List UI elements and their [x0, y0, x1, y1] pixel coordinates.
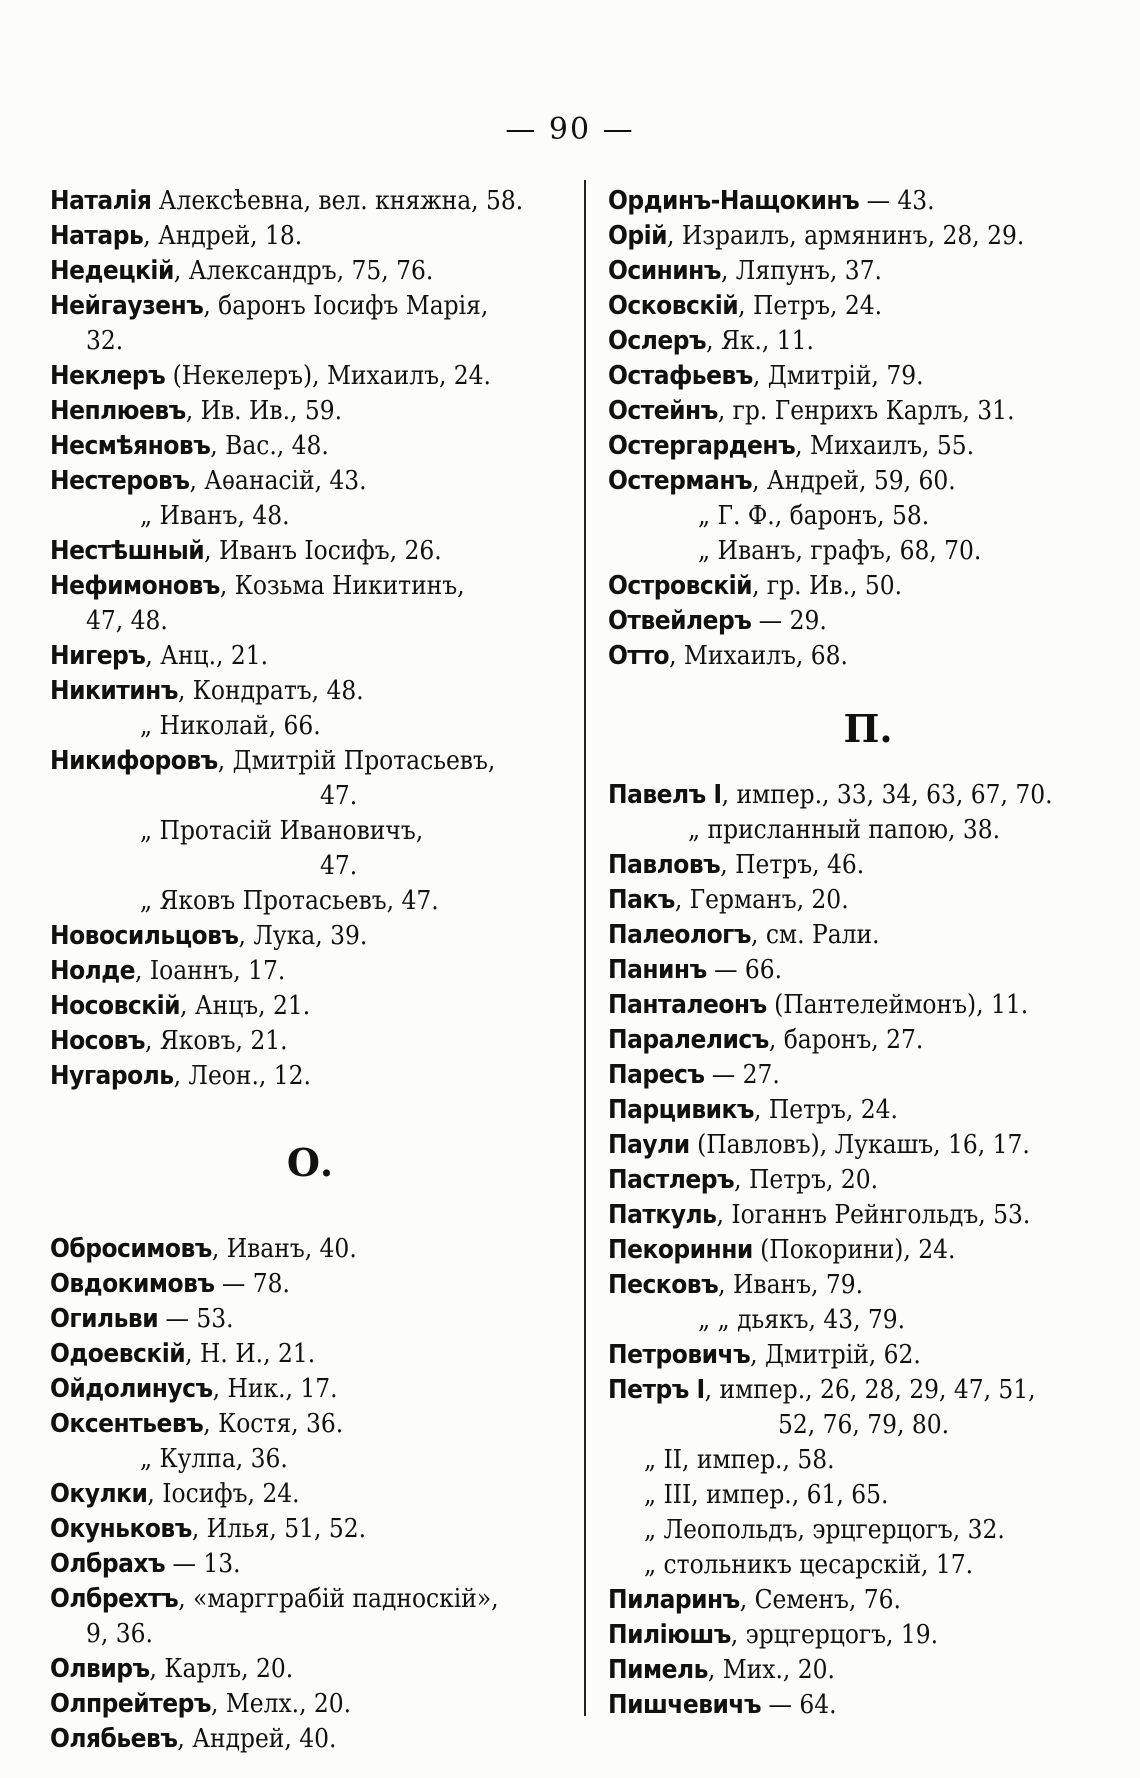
- entry-headword: Пишчевичъ: [608, 1690, 762, 1720]
- entry-detail: , Лука, 39.: [238, 921, 368, 951]
- index-entry: [50, 1407, 570, 1442]
- entry-detail: , баронъ Іосифъ Марія,: [203, 291, 489, 321]
- entry-detail: „ Николай, 66.: [140, 711, 321, 741]
- index-entry: [50, 1652, 570, 1687]
- entry-detail: — 27.: [704, 1060, 780, 1090]
- index-entry: [608, 604, 1128, 639]
- entry-detail: , Козьма Никитинъ,: [219, 571, 465, 601]
- index-entry: [608, 1023, 1128, 1058]
- index-entry: [608, 394, 1128, 429]
- index-entry: [50, 499, 570, 534]
- index-entry: [50, 534, 570, 569]
- entry-detail: , Дмитрій Протасьевъ,: [217, 746, 496, 776]
- entry-detail: , Як., 11.: [706, 326, 814, 356]
- index-entry: [50, 1232, 570, 1267]
- entry-detail: , Яковъ, 21.: [144, 1026, 288, 1056]
- entry-headword: Ослеръ: [608, 326, 707, 356]
- index-entry: [608, 534, 1128, 569]
- column-divider: [584, 180, 586, 1716]
- index-entry: [608, 1548, 1128, 1583]
- entry-detail: 9, 36.: [86, 1619, 153, 1649]
- entry-headword: Неклеръ: [50, 361, 166, 391]
- entry-detail: , Карлъ, 20.: [149, 1654, 294, 1684]
- entry-detail: , Дмитрій, 79.: [752, 361, 924, 391]
- entry-detail: , Иванъ, 79.: [718, 1270, 864, 1300]
- index-entry: [50, 919, 570, 954]
- index-entry: [50, 1547, 570, 1582]
- entry-headword: Паткуль: [608, 1200, 717, 1230]
- entry-headword: Паули: [608, 1130, 690, 1160]
- entry-headword: Несмѣяновъ: [50, 431, 211, 461]
- entry-detail: , баронъ, 27.: [768, 1025, 924, 1055]
- entry-detail: „ стольникъ цесарскій, 17.: [644, 1550, 974, 1580]
- entry-headword: Нигеръ: [50, 641, 146, 671]
- index-entry: [50, 709, 570, 744]
- index-entry: [608, 883, 1128, 918]
- index-entry: [50, 604, 570, 639]
- index-entry: [608, 1268, 1128, 1303]
- entry-headword: Осковскій: [608, 291, 739, 321]
- index-entry: [608, 499, 1128, 534]
- index-entry: [608, 1198, 1128, 1233]
- entry-detail: — 43.: [859, 186, 935, 216]
- page-number: — 90 —: [505, 112, 635, 147]
- index-entry: [50, 954, 570, 989]
- index-entry: [50, 989, 570, 1024]
- entry-headword: Нестеровъ: [50, 466, 190, 496]
- index-entry: [608, 1408, 1128, 1443]
- entry-detail: , гр. Ив., 50.: [752, 571, 903, 601]
- index-entry: [608, 1373, 1128, 1408]
- entry-detail: „ „ дьякъ, 43, 79.: [698, 1305, 906, 1335]
- index-entry: [608, 988, 1128, 1023]
- index-entry: [608, 254, 1128, 289]
- entry-headword: Нугароль: [50, 1061, 174, 1091]
- entry-headword: Ординъ-Нащокинъ: [608, 186, 860, 216]
- index-entry: [50, 254, 570, 289]
- entry-detail: , Петръ, 24.: [738, 291, 883, 321]
- index-entry: [608, 813, 1128, 848]
- index-entry: [50, 849, 570, 884]
- entry-detail: — 29.: [751, 606, 827, 636]
- index-entry: [50, 1617, 570, 1652]
- entry-headword: Ойдолинусъ: [50, 1374, 213, 1404]
- entry-detail: , Іоганнъ Рейнгольдъ, 53.: [716, 1200, 1031, 1230]
- entry-detail: , Вас., 48.: [210, 431, 329, 461]
- entry-detail: „ Кулпа, 36.: [140, 1444, 288, 1474]
- entry-detail: „ Иванъ, графъ, 68, 70.: [698, 536, 982, 566]
- index-entry: [50, 779, 570, 814]
- entry-headword: Одоевскій: [50, 1339, 186, 1369]
- index-entry: [50, 639, 570, 674]
- entry-headword: Петръ I: [608, 1375, 705, 1405]
- entry-headword: Отто: [608, 641, 670, 671]
- entry-detail: (Некелеръ), Михаилъ, 24.: [165, 361, 491, 391]
- entry-headword: Панинъ: [608, 955, 707, 985]
- entry-headword: Петровичъ: [608, 1340, 751, 1370]
- index-entry: [608, 778, 1128, 813]
- entry-headword: Никифоровъ: [50, 746, 218, 776]
- entry-detail: , Кондратъ, 48.: [177, 676, 364, 706]
- entry-headword: Нолде: [50, 956, 136, 986]
- entry-headword: Нейгаузенъ: [50, 291, 204, 321]
- entry-detail: , Александръ, 75, 76.: [173, 256, 434, 286]
- entry-headword: Пекоринни: [608, 1235, 753, 1265]
- index-entry: [608, 953, 1128, 988]
- entry-detail: , Анц., 21.: [145, 641, 269, 671]
- section-letter: О.: [286, 1140, 334, 1185]
- entry-detail: , Михаилъ, 55.: [795, 431, 975, 461]
- entry-detail: , Иванъ, 40.: [211, 1234, 357, 1264]
- entry-headword: Наталія: [50, 186, 152, 216]
- index-entry: [608, 1058, 1128, 1093]
- entry-headword: Песковъ: [608, 1270, 719, 1300]
- entry-detail: „ Протасій Ивановичъ,: [140, 816, 424, 846]
- index-entry: [608, 1128, 1128, 1163]
- entry-headword: Никитинъ: [50, 676, 178, 706]
- index-entry: [50, 289, 570, 324]
- index-entry: [50, 1442, 570, 1477]
- entry-detail: 47.: [320, 781, 358, 811]
- section-letter: П.: [843, 706, 893, 751]
- entry-detail: , Семенъ, 76.: [739, 1585, 901, 1615]
- index-column-left: [50, 184, 570, 1757]
- entry-detail: (Покорини), 24.: [752, 1235, 956, 1265]
- entry-detail: , «маргграбій падноскій»,: [178, 1584, 499, 1614]
- index-entry: [608, 219, 1128, 254]
- entry-detail: , эрцгерцогъ, 19.: [730, 1620, 939, 1650]
- entry-detail: , Германъ, 20.: [674, 885, 849, 915]
- index-entry: [608, 184, 1128, 219]
- entry-detail: „ II, импер., 58.: [644, 1445, 835, 1475]
- entry-headword: Натарь: [50, 221, 144, 251]
- index-entry: [608, 1478, 1128, 1513]
- entry-headword: Орій: [608, 221, 668, 251]
- entry-detail: 47, 48.: [86, 606, 168, 636]
- index-entry: [608, 1233, 1128, 1268]
- entry-headword: Осининъ: [608, 256, 721, 286]
- entry-detail: , Ляпунъ, 37.: [720, 256, 882, 286]
- index-entry: [50, 814, 570, 849]
- entry-headword: Пиларинъ: [608, 1585, 740, 1615]
- entry-headword: Панталеонъ: [608, 990, 767, 1020]
- entry-detail: , Андрей, 18.: [143, 221, 303, 251]
- index-entry: [608, 289, 1128, 324]
- index-entry: [50, 1302, 570, 1337]
- entry-headword: Остерманъ: [608, 466, 753, 496]
- entry-headword: Носовскій: [50, 991, 181, 1021]
- index-entry: [50, 1267, 570, 1302]
- entry-headword: Оксентьевъ: [50, 1409, 204, 1439]
- entry-headword: Паралелисъ: [608, 1025, 769, 1055]
- entry-detail: „ III, импер., 61, 65.: [644, 1480, 889, 1510]
- entry-headword: Новосильцовъ: [50, 921, 239, 951]
- entry-headword: Олбрахъ: [50, 1549, 166, 1579]
- entry-headword: Парцивикъ: [608, 1095, 754, 1125]
- index-entry: [608, 1583, 1128, 1618]
- index-entry: [608, 1303, 1128, 1338]
- entry-headword: Пиліюшъ: [608, 1620, 731, 1650]
- index-entry: [50, 324, 570, 359]
- entry-detail: , импер., 26, 28, 29, 47, 51,: [704, 1375, 1036, 1405]
- index-entry: [608, 324, 1128, 359]
- index-entry: [50, 429, 570, 464]
- index-entry: [50, 1372, 570, 1407]
- entry-headword: Остергарденъ: [608, 431, 796, 461]
- index-entry: [608, 1443, 1128, 1478]
- entry-detail: , Андрей, 59, 60.: [752, 466, 956, 496]
- entry-detail: , Петръ, 24.: [754, 1095, 898, 1125]
- entry-headword: Олпрейтеръ: [50, 1689, 211, 1719]
- entry-headword: Овдокимовъ: [50, 1269, 215, 1299]
- index-entry: [50, 1059, 570, 1094]
- entry-detail: , Израилъ, армянинъ, 28, 29.: [667, 221, 1025, 251]
- entry-detail: , Илья, 51, 52.: [191, 1514, 367, 1544]
- entry-detail: — 13.: [165, 1549, 241, 1579]
- entry-headword: Остафьевъ: [608, 361, 753, 391]
- index-column-right: [608, 184, 1128, 1723]
- index-entry: [608, 569, 1128, 604]
- index-entry: [608, 848, 1128, 883]
- index-entry: [608, 359, 1128, 394]
- index-entry: [608, 1338, 1128, 1373]
- entry-detail: , гр. Генрихъ Карлъ, 31.: [717, 396, 1015, 426]
- entry-detail: 47.: [320, 851, 358, 881]
- index-entry: [50, 219, 570, 254]
- index-entry: [608, 1653, 1128, 1688]
- entry-headword: Нефимоновъ: [50, 571, 220, 601]
- entry-headword: Нестѣшный: [50, 536, 205, 566]
- entry-headword: Олбрехтъ: [50, 1584, 179, 1614]
- entry-detail: „ Иванъ, 48.: [140, 501, 290, 531]
- index-entry: [50, 1582, 570, 1617]
- entry-detail: , Мих., 20.: [707, 1655, 835, 1685]
- entry-detail: „ Леопольдъ, эрцгерцогъ, 32.: [644, 1515, 1005, 1545]
- entry-detail: , Іоаннъ, 17.: [135, 956, 286, 986]
- entry-detail: , Анцъ, 21.: [180, 991, 311, 1021]
- entry-headword: Пимель: [608, 1655, 708, 1685]
- entry-detail: , Ник., 17.: [212, 1374, 338, 1404]
- entry-detail: , Андрей, 40.: [177, 1724, 337, 1754]
- entry-detail: (Павловъ), Лукашъ, 16, 17.: [689, 1130, 1030, 1160]
- index-entry: [50, 1477, 570, 1512]
- entry-detail: , импер., 33, 34, 63, 67, 70.: [721, 780, 1053, 810]
- entry-headword: Носовъ: [50, 1026, 145, 1056]
- index-entry: [50, 464, 570, 499]
- entry-headword: Обросимовъ: [50, 1234, 212, 1264]
- entry-detail: , Аѳанасій, 43.: [189, 466, 367, 496]
- index-entry: [608, 1513, 1128, 1548]
- index-entry: [608, 429, 1128, 464]
- entry-detail: Алексѣевна, вел. княжна, 58.: [151, 186, 524, 216]
- entry-detail: 52, 76, 79, 80.: [778, 1410, 950, 1440]
- entry-detail: , Михаилъ, 68.: [669, 641, 848, 671]
- index-entry: [50, 744, 570, 779]
- entry-detail: , Костя, 36.: [203, 1409, 344, 1439]
- index-entry: [50, 569, 570, 604]
- entry-detail: (Пантелеймонъ), 11.: [766, 990, 1029, 1020]
- entry-headword: Отвейлеръ: [608, 606, 752, 636]
- index-entry: [50, 1687, 570, 1722]
- entry-detail: , Іосифъ, 24.: [147, 1479, 300, 1509]
- index-entry: [608, 464, 1128, 499]
- entry-detail: — 78.: [214, 1269, 290, 1299]
- entry-headword: Остейнъ: [608, 396, 718, 426]
- entry-detail: , см. Рали.: [750, 920, 880, 950]
- entry-detail: — 66.: [706, 955, 783, 985]
- entry-detail: „ Г. Ф., баронъ, 58.: [698, 501, 930, 531]
- entry-detail: , Петръ, 20.: [734, 1165, 879, 1195]
- index-entry: [608, 639, 1128, 674]
- index-entry: [608, 1093, 1128, 1128]
- entry-headword: Палеологъ: [608, 920, 751, 950]
- index-entry: [50, 1337, 570, 1372]
- index-entry: [50, 884, 570, 919]
- entry-detail: , Н. И., 21.: [185, 1339, 316, 1369]
- entry-headword: Павелъ I: [608, 780, 722, 810]
- entry-headword: Недецкій: [50, 256, 174, 286]
- entry-headword: Островскій: [608, 571, 753, 601]
- index-entry: [50, 1512, 570, 1547]
- index-entry: [608, 1688, 1128, 1723]
- entry-detail: , Дмитрій, 62.: [750, 1340, 921, 1370]
- entry-detail: , Мелх., 20.: [210, 1689, 352, 1719]
- index-entry: [50, 1024, 570, 1059]
- entry-headword: Паресъ: [608, 1060, 705, 1090]
- entry-headword: Олябьевъ: [50, 1724, 178, 1754]
- entry-detail: „ Яковъ Протасьевъ, 47.: [140, 886, 439, 916]
- entry-headword: Окулки: [50, 1479, 148, 1509]
- entry-detail: 32.: [86, 326, 124, 356]
- entry-headword: Пакъ: [608, 885, 675, 915]
- entry-detail: — 53.: [158, 1304, 234, 1334]
- entry-headword: Пастлеръ: [608, 1165, 735, 1195]
- index-entry: [608, 1163, 1128, 1198]
- index-entry: [50, 359, 570, 394]
- entry-headword: Неплюевъ: [50, 396, 186, 426]
- entry-detail: — 64.: [761, 1690, 837, 1720]
- entry-detail: , Леон., 12.: [173, 1061, 311, 1091]
- index-entry: [50, 1722, 570, 1757]
- index-entry: [50, 674, 570, 709]
- entry-headword: Окуньковъ: [50, 1514, 192, 1544]
- index-entry: [608, 918, 1128, 953]
- index-entry: [608, 1618, 1128, 1653]
- entry-detail: , Петръ, 46.: [720, 850, 865, 880]
- entry-detail: „ присланный папою, 38.: [688, 815, 1000, 845]
- index-entry: [50, 394, 570, 429]
- entry-detail: , Иванъ Іосифъ, 26.: [204, 536, 442, 566]
- index-entry: [50, 184, 570, 219]
- entry-headword: Олвиръ: [50, 1654, 150, 1684]
- entry-detail: , Ив. Ив., 59.: [185, 396, 343, 426]
- entry-headword: Павловъ: [608, 850, 721, 880]
- entry-headword: Огильви: [50, 1304, 159, 1334]
